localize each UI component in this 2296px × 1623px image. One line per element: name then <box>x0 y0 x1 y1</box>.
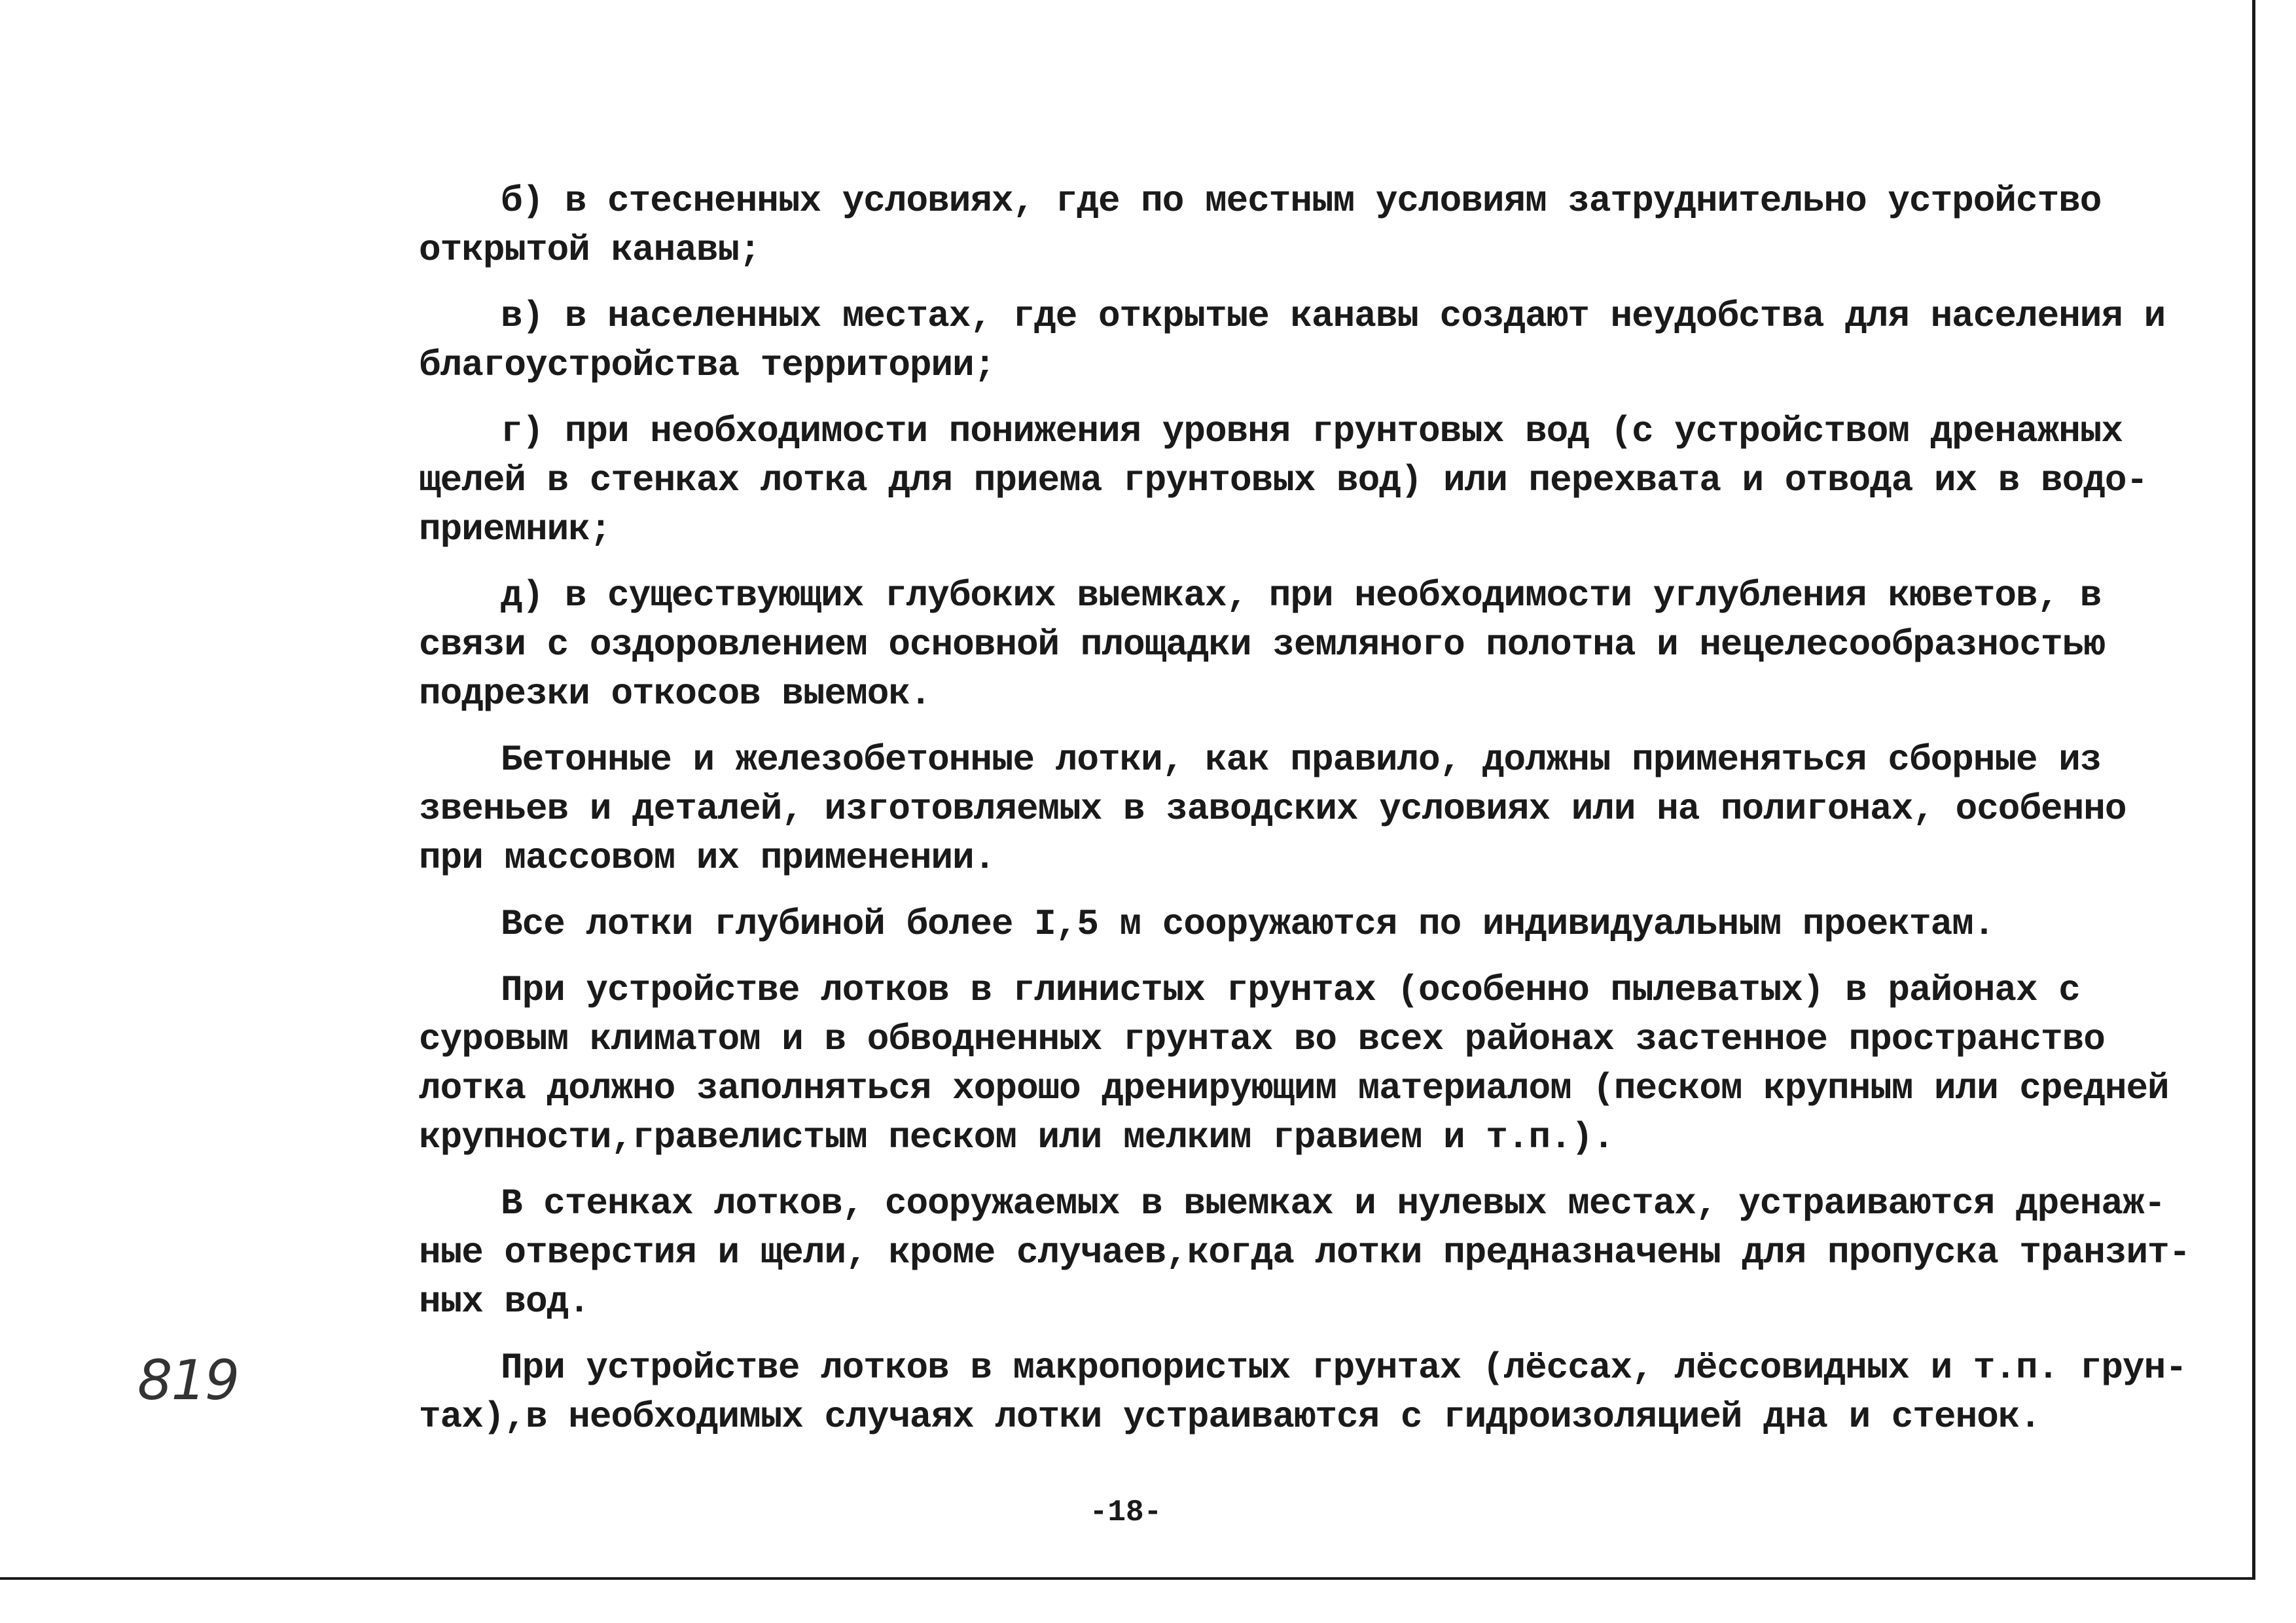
document-body <box>419 177 2191 1459</box>
paragraph-precast-trays <box>419 736 2126 883</box>
paragraph-drainage-openings <box>419 1179 2191 1327</box>
text-line: при массовом их применении. <box>419 837 996 879</box>
frame-bottom-border <box>0 1577 2255 1580</box>
text-line: ные отверстия и щели, кроме случаев,когда лотки предназначены для пропуска транзит- <box>419 1232 2191 1274</box>
text-line: связи с оздоровлением основной площадки земляного полотна и нецелесообразностью <box>419 624 2105 666</box>
paragraph-item-g <box>419 407 2148 554</box>
text-line: г) при необходимости понижения уровня грунтовых вод (с устройством дренажных <box>501 410 2123 452</box>
paragraph-item-d <box>419 571 2108 719</box>
text-line: лотка должно заполняться хорошо дренирующим материалом (песком крупным или средней <box>419 1067 2169 1109</box>
text-line: суровым климатом и в обводненных грунтах во всех районах застенное пространство <box>419 1018 2105 1060</box>
text-line: тах),в необходимых случаях лотки устраиваются с гидроизоляцией дна и стенок. <box>419 1396 2041 1438</box>
text-line: в) в населенных местах, где открытые канавы создают неудобства для населения и <box>501 295 2166 337</box>
text-line: звеньев и деталей, изготовляемых в заводских условиях или на полигонах, особенно <box>419 788 2126 830</box>
paragraph-clay-soils <box>419 966 2169 1162</box>
text-line: приемник; <box>419 508 611 550</box>
text-line: крупности,гравелистым песком или мелким гравием и т.п.). <box>419 1116 1614 1158</box>
text-line: При устройстве лотков в макропористых грунтах (лёссах, лёссовидных и т.п. грун- <box>501 1347 2187 1389</box>
text-line: ных вод. <box>419 1281 590 1323</box>
text-line: благоустройства территории; <box>419 344 996 386</box>
text-line: В стенках лотков, сооружаемых в выемках и нулевых местах, устраиваются дренаж- <box>501 1183 2166 1224</box>
paragraph-item-b <box>419 177 2108 275</box>
frame-right-border <box>2252 0 2255 1580</box>
handwritten-margin-note: 819 <box>137 1348 239 1412</box>
text-line: При устройстве лотков в глинистых грунтах (особенно пылеватых) в районах с <box>501 969 2080 1011</box>
paragraph-item-v <box>419 292 2166 390</box>
paragraph-macroporous-soils <box>419 1344 2187 1442</box>
text-line: Все лотки глубиной более I,5 м сооружаются по индивидуальным проектам. <box>501 903 1995 945</box>
text-line: Бетонные и железобетонные лотки, как правило, должны применяться сборные из <box>501 739 2102 781</box>
text-line: подрезки откосов выемок. <box>419 673 931 715</box>
text-line: д) в существующих глубоких выемках, при необходимости углубления кюветов, в <box>501 575 2102 616</box>
text-line: б) в стесненных условиях, где по местным условиям затруднительно устройство <box>501 180 2102 222</box>
paragraph-individual-projects <box>419 900 2108 949</box>
page-number: -18- <box>1089 1495 1162 1529</box>
text-line: открытой канавы; <box>419 229 761 271</box>
text-line: щелей в стенках лотка для приема грунтовых вод) или перехвата и отвода их в водо- <box>419 459 2148 501</box>
